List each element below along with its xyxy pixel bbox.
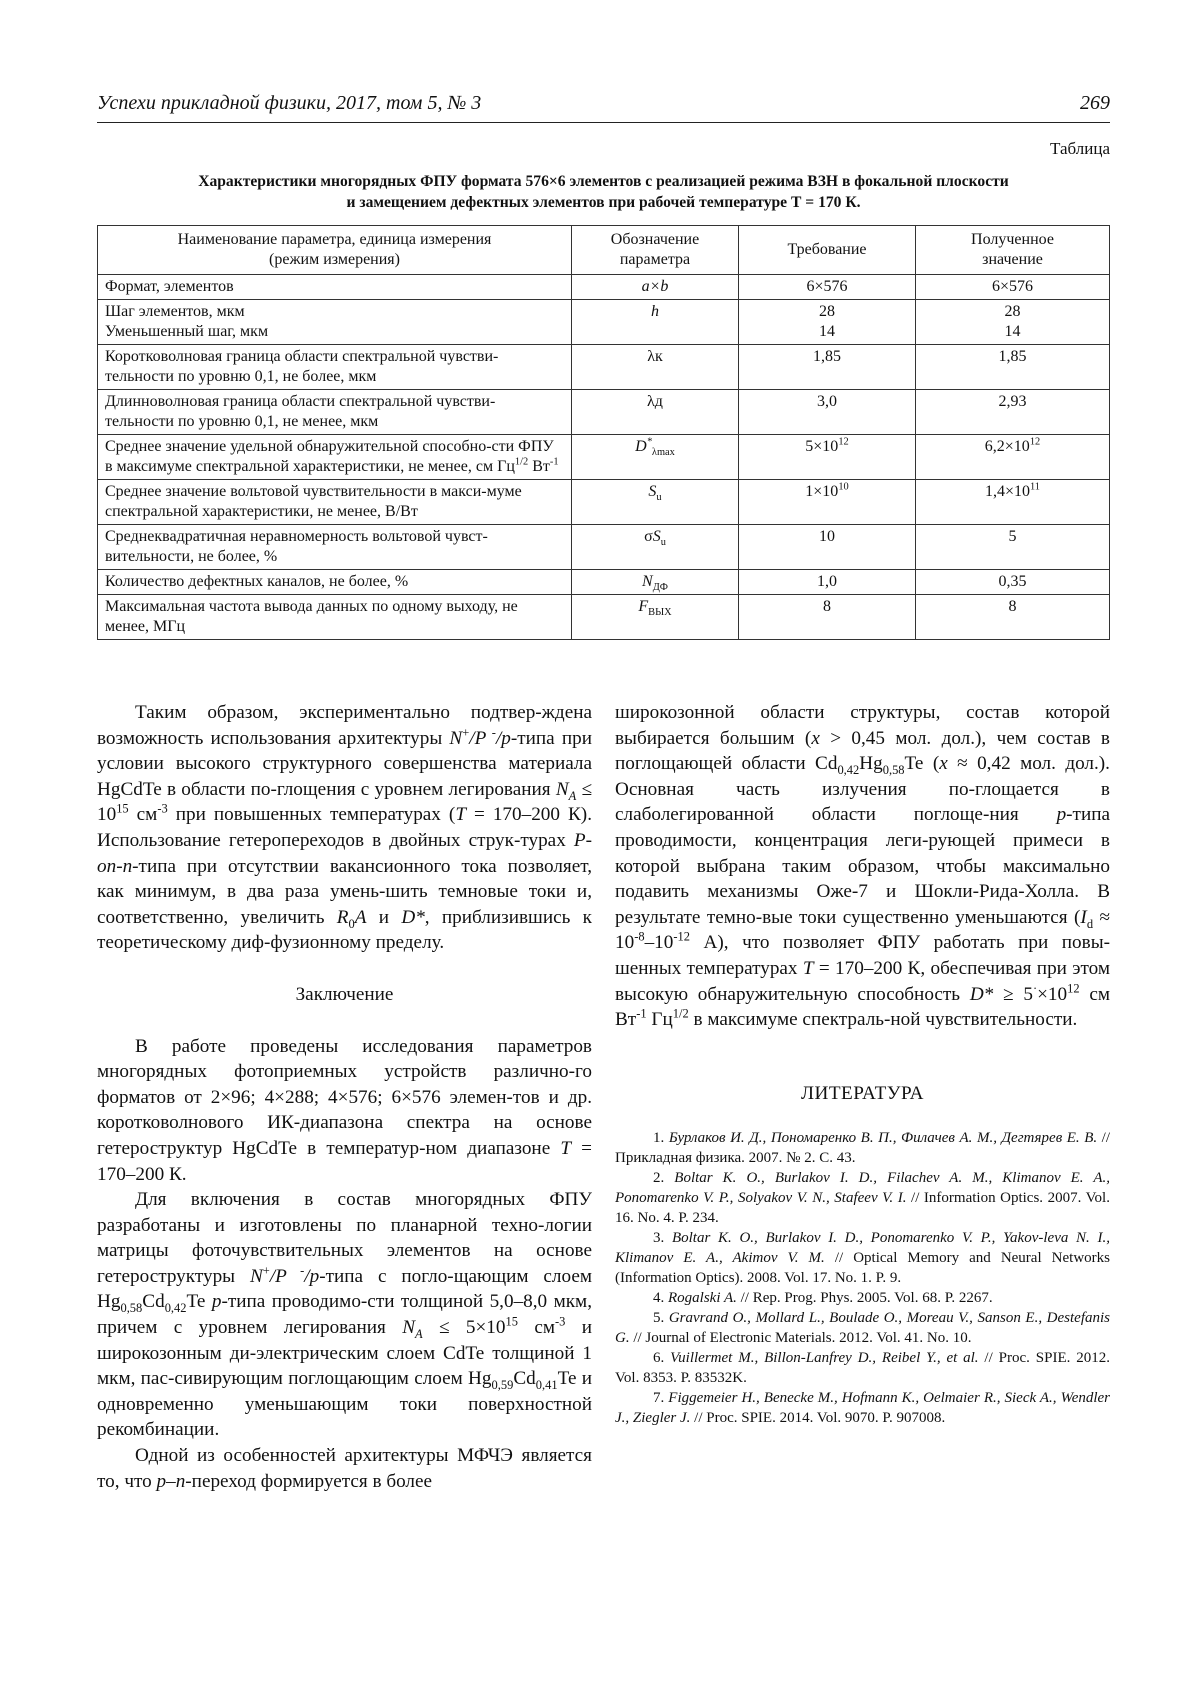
table-header-row — [98, 226, 1110, 275]
row-format-symbol: a×b — [572, 275, 739, 300]
paragraph: Одной из особенностей архитектуры МФЧЭ является то, что p–n-переход формируется в более — [97, 1445, 592, 1492]
row-long-edge-symbol: λд — [572, 390, 739, 435]
table-row — [98, 300, 1110, 345]
row-freq-name: Максимальная частота вывода данных по одному выходу, не менее, МГц — [98, 595, 572, 640]
page-number: 269 — [1080, 92, 1110, 114]
paragraph: В работе проведены исследования параметров многорядных фотоприемных устройств различно-го форматов от 2×96; 4×288; 4×576; 6×576 элемен-тов и др. коротковолнового ИК-диапазона спектра на основе гетероструктур HgCdTe в температур-ном диапазоне T = 170–200 К. — [97, 1035, 593, 1185]
row-long-edge-name: Длинноволновая граница области спектральной чувстви-тельности по уровню 0,1, не менее, мкм — [98, 390, 572, 435]
paragraph: широкозонной области структуры, состав которой выбирается большим (x > 0,45 мол. дол.), чем состав в поглощающей области $Cd_{0,42}Hg_{0,58}Te$ (x ≈ 0,42 мол. дол.). Основная часть излучения по-глощается в слаболегированной области поглоще-ния p-типа проводимости, концентрация леги-рующей примеси в которой выбрана таким образом, чтобы максимально подавить механизмы Оже-7 и Шокли-Рида-Холла. В результате темно-вые токи существенно уменьшаются ($I_d \approx 10^{-8}-10^{-12}$ А), что позволяет ФПУ работать при повы-шенных температурах T = 170–200 К, обеспечивая при этом высокую обнаружительную способность $D* \ge 5^\cdot\times 10^{12}$ см $Вт^{-1}$ $Гц^{1/2}$ в максимуме спектраль-ной чувствительности. — [615, 702, 1111, 1031]
table-caption — [97, 171, 1110, 213]
row-pitch-name: Шаг элементов, мкм Уменьшенный шаг, мкм — [98, 300, 572, 345]
table-row — [98, 570, 1110, 595]
table-row — [98, 525, 1110, 570]
row-freq-obt: 8 — [916, 595, 1110, 640]
characteristics-table — [97, 225, 1110, 640]
section-heading-references: ЛИТЕРАТУРА — [800, 1082, 925, 1104]
paragraph: Таким образом, экспериментально подтвер-ждена возможность использования архитектуры N+/P -/p-типа при условии высокого структурного совершенства материала HgCdTe в области по-глощения с уровнем легирования $N_A \le 10^{15}$ $см^{-3}$ при повышенных температурах (T = 170–200 К). Использование гетеропереходов в двойных струк-турах P-on-n-типа при отсутствии вакансионного тока позволяет, как минимум, в два раза умень-шить темновые токи и, соответственно, увеличить $R_0A$ и D*, приблизившись к теоретическому диф-фузионному пределу. — [97, 702, 592, 954]
table-row — [98, 435, 1110, 480]
row-short-edge-req: 1,85 — [739, 345, 916, 390]
table-caption-line: и замещением дефектных элементов при рабочей температуре Т = 170 К. — [346, 194, 861, 211]
row-format-name: Формат, элементов — [98, 275, 572, 300]
row-voltage-sens-obt: $1,4\times 10^{11}$ — [916, 480, 1110, 525]
references-list — [615, 1128, 1110, 1428]
row-format-obt: 6×576 — [916, 275, 1110, 300]
row-voltage-sens-req: $1\times 10^{10}$ — [739, 480, 916, 525]
table-row — [98, 480, 1110, 525]
row-detectivity-obt: $6,2\times 10^{12}$ — [916, 435, 1110, 480]
row-short-edge-name: Коротковолновая граница области спектральной чувстви-тельности по уровню 0,1, не более, мкм — [98, 345, 572, 390]
table-caption-line: Характеристики многорядных ФПУ формата 576×6 элементов с реализацией режима ВЗН в фокальной плоскости — [198, 173, 1009, 190]
row-defects-symbol: $N_{ДФ}$ — [572, 570, 739, 595]
row-defects-obt: 0,35 — [916, 570, 1110, 595]
row-nonuniformity-symbol: $\sigma S_u$ — [572, 525, 739, 570]
row-nonuniformity-name: Среднеквадратичная неравномерность вольтовой чувст-вительности, не более, % — [98, 525, 572, 570]
row-detectivity-symbol: $D^*_{\lambda max}$ — [572, 435, 739, 480]
reference-item: 4. Rogalski A. // Rep. Prog. Phys. 2005. Vol. 68. P. 2267. — [653, 1290, 993, 1307]
row-long-edge-req: 3,0 — [739, 390, 916, 435]
row-pitch-symbol: h — [572, 300, 739, 345]
paragraph: Для включения в состав многорядных ФПУ разработаны и изготовлены по планарной техно-логии матрицы фоточувствительных элементов на основе гетероструктуры N+/P -/p-типа с погло-щающим слоем $Hg_{0,58}Cd_{0,42}Te$ p-типа проводимо-сти толщиной 5,0–8,0 мкм, причем с уровнем легирования $N_A \le 5\times 10^{15}$ $см^{-3}$ и широкозонным ди-электрическим слоем CdTe толщиной 1 мкм, пас-сивирующим поглощающим слоем $Hg_{0,59}Cd_{0,41}Te$ и одновременно уменьшающим токи поверхностной рекомбинации. — [97, 1189, 592, 1441]
row-nonuniformity-obt: 5 — [916, 525, 1110, 570]
row-format-req: 6×576 — [739, 275, 916, 300]
reference-item: 6. Vuillermet M., Billon-Lanfrey D., Reibel Y., et al. // Proc. SPIE. 2012. Vol. 8353. P. 83532K. — [615, 1350, 1110, 1387]
row-long-edge-obt: 2,93 — [916, 390, 1110, 435]
table-row — [98, 390, 1110, 435]
row-detectivity-req: $5\times 10^{12}$ — [739, 435, 916, 480]
row-pitch-req: 28 14 — [739, 300, 916, 345]
left-column — [97, 700, 592, 1494]
row-nonuniformity-req: 10 — [739, 525, 916, 570]
row-voltage-sens-symbol: $S_u$ — [572, 480, 739, 525]
reference-item: 2. Boltar K. O., Burlakov I. D., Filachev A. M., Klimanov E. A., Ponomarenko V. P., Solyakov V. N., Stafeev V. I. // Information Optics. 2007. Vol. 16. No. 4. P. 234. — [615, 1170, 1110, 1227]
reference-item: 3. Boltar K. O., Burlakov I. D., Ponomarenko V. P., Yakov-leva N. I., Klimanov E. A., Akimov V. M. // Optical Memory and Neural Networks (Information Optics). 2008. Vol. 17. No. 1. P. 9. — [615, 1230, 1111, 1287]
header-obtained: Полученное значение — [916, 226, 1110, 275]
row-short-edge-symbol: λк — [572, 345, 739, 390]
running-header — [97, 92, 1110, 123]
table-row — [98, 275, 1110, 300]
row-defects-name: Количество дефектных каналов, не более, % — [98, 570, 572, 595]
table-label: Таблица — [1050, 139, 1110, 158]
row-freq-req: 8 — [739, 595, 916, 640]
row-defects-req: 1,0 — [739, 570, 916, 595]
row-detectivity-name: Среднее значение удельной обнаружительной способно-сти ФПУ в максимуме спектральной характеристики, не менее, см $Гц^{1/2}$ $Вт^{-1}$ — [98, 435, 572, 480]
header-parameter: Наименование параметра, единица измерения (режим измерения) — [98, 226, 572, 275]
header-requirement: Требование — [739, 226, 916, 275]
row-voltage-sens-name: Среднее значение вольтовой чувствительности в макси-муме спектральной характеристики, не менее, В/Вт — [98, 480, 572, 525]
reference-item: 1. Бурлаков И. Д., Пономаренко В. П., Филачев А. М., Дегтярев Е. В. // Прикладная физика. 2007. № 2. С. 43. — [615, 1130, 1111, 1167]
row-freq-symbol: $F_{ВЫХ}$ — [572, 595, 739, 640]
right-column — [615, 700, 1110, 1428]
table-row — [98, 345, 1110, 390]
journal-title: Успехи прикладной физики, 2017, том 5, № 3 — [97, 92, 482, 114]
table-row — [98, 595, 1110, 640]
row-pitch-obt: 28 14 — [916, 300, 1110, 345]
header-symbol: Обозначение параметра — [572, 226, 739, 275]
reference-item: 5. Gravrand O., Mollard L., Boulade O., Moreau V., Sanson E., Destefanis G. // Journal of Electronic Materials. 2012. Vol. 41. No. 10. — [615, 1310, 1110, 1347]
row-short-edge-obt: 1,85 — [916, 345, 1110, 390]
section-heading-conclusion: Заключение — [295, 983, 394, 1005]
reference-item: 7. Figgemeier H., Benecke M., Hofmann K., Oelmaier R., Sieck A., Wendler J., Ziegler J. // Proc. SPIE. 2014. Vol. 9070. P. 907008. — [615, 1390, 1111, 1427]
